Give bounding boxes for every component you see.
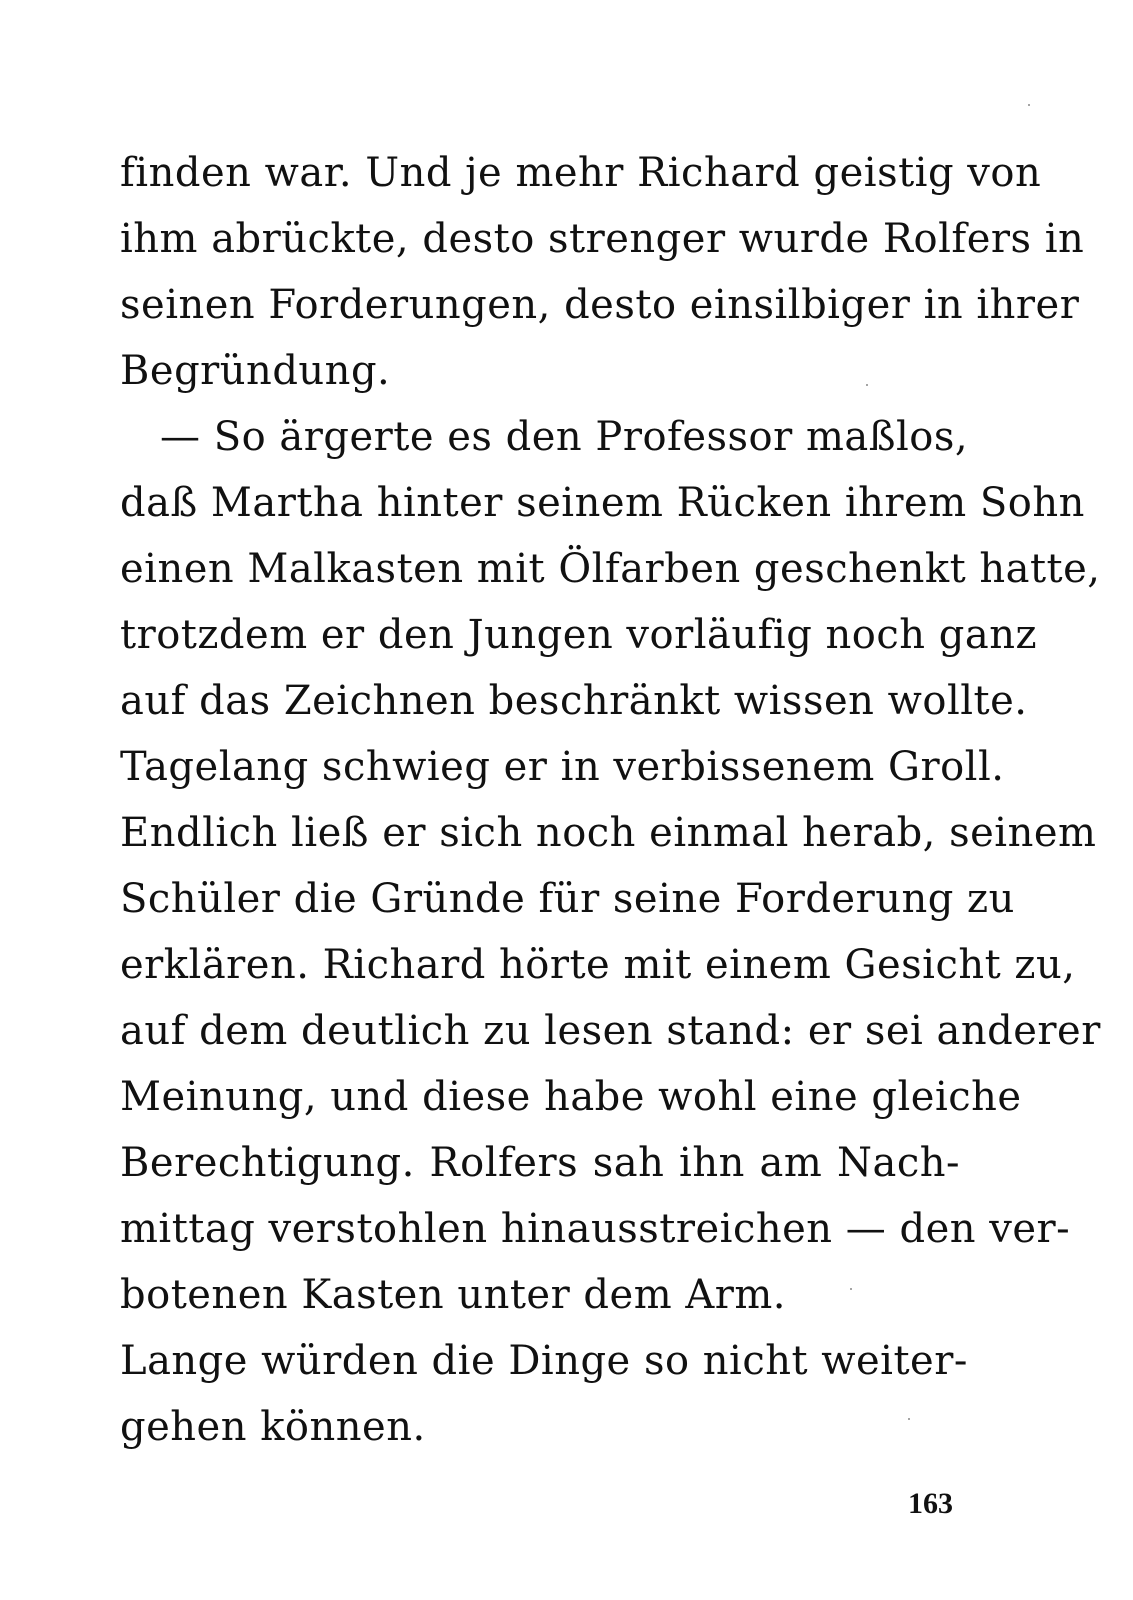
text-line: ihm abrückte, desto strenger wurde Rolfers in [120,216,1085,262]
scan-speck [850,1288,852,1290]
text-line: seinen Forderungen, desto einsilbiger in ihrer [120,282,1080,328]
text-line: mittag verstohlen hinausstreichen — den ver- [120,1206,1071,1252]
text-line: Lange würden die Dinge so nicht weiter- [120,1338,968,1384]
text-line: einen Malkasten mit Ölfarben geschenkt hatte, [120,546,1101,592]
text-line: finden war. Und je mehr Richard geistig von [120,150,1042,196]
text-line: auf dem deutlich zu lesen stand: er sei anderer [120,1008,1101,1054]
scan-speck [908,1418,910,1420]
text-line: trotzdem er den Jungen vorläufig noch ganz [120,612,1038,658]
text-line: Meinung, und diese habe wohl eine gleiche [120,1074,1022,1120]
text-line: daß Martha hinter seinem Rücken ihrem Sohn [120,480,1085,526]
body-text [120,140,1101,1460]
scan-speck [866,384,868,386]
text-line: gehen können. [120,1404,426,1450]
text-line: — So ärgerte es den Professor maßlos, [160,414,969,460]
text-line: Endlich ließ er sich noch einmal herab, seinem [120,810,1097,856]
text-line: Tagelang schwieg er in verbissenem Groll. [120,744,1005,790]
text-line: Berechtigung. Rolfers sah ihn am Nach- [120,1140,960,1186]
text-line: botenen Kasten unter dem Arm. [120,1272,787,1318]
text-line: auf das Zeichnen beschränkt wissen wollte. [120,678,1028,724]
text-line: Begründung. [120,348,391,394]
text-line: erklären. Richard hörte mit einem Gesicht zu, [120,942,1076,988]
scan-speck [1028,104,1030,106]
text-line: Schüler die Gründe für seine Forderung zu [120,876,1015,922]
page-number: 163 [908,1487,953,1520]
